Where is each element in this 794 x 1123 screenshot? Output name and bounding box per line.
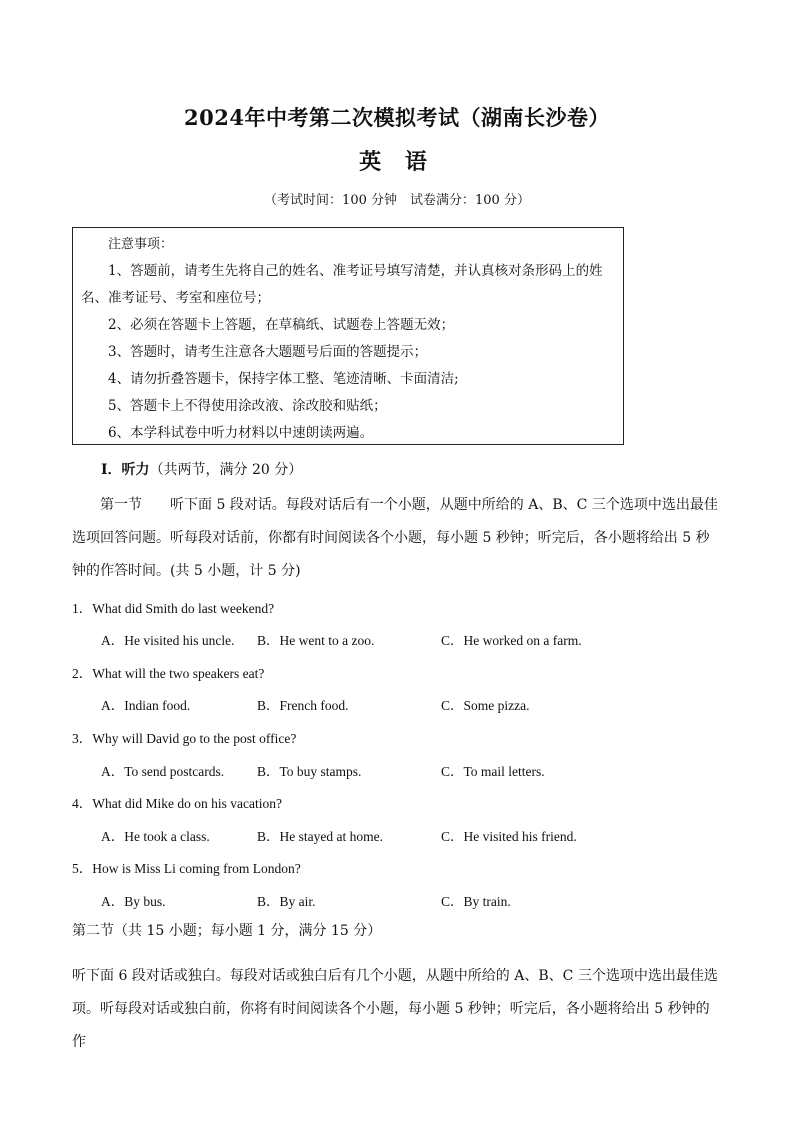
option-c: C．By train. xyxy=(441,894,511,909)
question-stem: 4．What did Mike do on his vacation? xyxy=(72,796,282,811)
notice-item: 4、请勿折叠答题卡，保持字体工整、笔迹清晰、卡面清洁; xyxy=(108,371,459,387)
exam-meta: （考试时间：100 分钟 试卷满分：100 分） xyxy=(264,193,530,208)
section-heading xyxy=(101,459,302,479)
section-heading-rest: （共两节，满分 20 分） xyxy=(149,462,303,478)
option-b: B．He stayed at home. xyxy=(257,829,383,844)
question-stem: 5．How is Miss Li coming from London? xyxy=(72,861,301,876)
part1-instructions: 第一节 听下面 5 段对话。每段对话后有一个小题，从题中所给的 A、B、C 三个选项中选出最佳选项回答问题。听每段对话前，你都有时间阅读各个小题，每小题 5 秒钟；听完后，各小题将给出 5 秒钟的作答时间。(共 5 小题，计 5 分) xyxy=(72,497,718,579)
option-a: A．By bus. xyxy=(101,894,166,909)
option-b: B．To buy stamps. xyxy=(257,764,362,779)
option-b: B．He went to a zoo. xyxy=(257,633,375,648)
option-c: C．Some pizza. xyxy=(441,698,530,713)
option-b: B．French food. xyxy=(257,698,349,713)
option-c: C．He visited his friend. xyxy=(441,829,577,844)
notice-item: 6、本学科试卷中听力材料以中速朗读两遍。 xyxy=(108,425,374,441)
exam-title: 2024年中考第二次模拟考试（湖南长沙卷） xyxy=(184,105,610,130)
option-c: C．To mail letters. xyxy=(441,764,545,779)
question-stem: 2．What will the two speakers eat? xyxy=(72,666,265,681)
option-b: B．By air. xyxy=(257,894,316,909)
notice-item: 3、答题时，请考生注意各大题题号后面的答题提示； xyxy=(108,344,428,360)
subject-title: 英 语 xyxy=(359,149,435,175)
section-number: I．听力 xyxy=(101,462,150,478)
question-stem: 3．Why will David go to the post office? xyxy=(72,731,297,746)
option-a: A．To send postcards. xyxy=(101,764,225,779)
option-c: C．He worked on a farm. xyxy=(441,633,582,648)
option-a: A．Indian food. xyxy=(101,698,191,713)
option-a: A．He took a class. xyxy=(101,829,210,844)
notice-item: 5、答题卡上不得使用涂改液、涂改胶和贴纸； xyxy=(108,398,387,414)
part2-heading: 第二节（共 15 小题；每小题 1 分，满分 15 分） xyxy=(72,923,382,939)
notice-box xyxy=(72,227,624,445)
part2-instructions: 听下面 6 段对话或独白。每段对话或独白后有几个小题，从题中所给的 A、B、C 三个选项中选出最佳选项。听每段对话或独白前，你将有时间阅读各个小题，每小题 5 秒钟；听完后，各小题将给出 5 秒钟的作 xyxy=(72,968,718,1050)
notice-item: 1、答题前，请考生先将自己的姓名、准考证号填写清楚，并认真核对条形码上的姓名、准考证号、考室和座位号； xyxy=(81,263,603,306)
question-stem: 1．What did Smith do last weekend? xyxy=(72,601,275,616)
notice-item: 2、必须在答题卡上答题，在草稿纸、试题卷上答题无效； xyxy=(108,317,455,333)
notice-title: 注意事项： xyxy=(108,237,174,252)
option-a: A．He visited his uncle. xyxy=(101,633,235,648)
